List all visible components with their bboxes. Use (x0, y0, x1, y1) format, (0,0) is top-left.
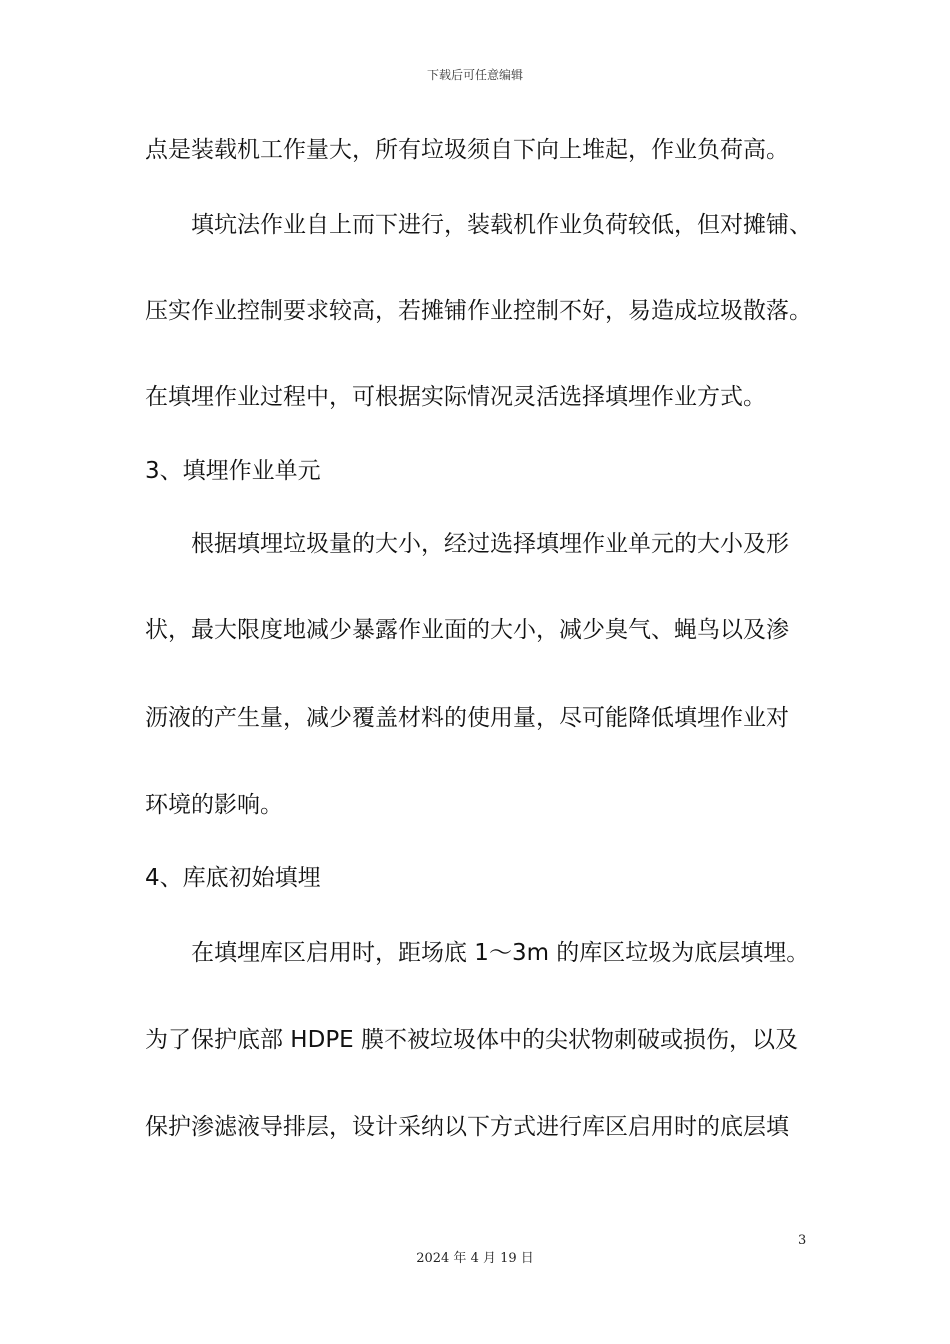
body-line: 为了保护底部 HDPE 膜不被垃圾体中的尖状物刺破或损伤，以及 (145, 1027, 799, 1053)
body-line: 点是装载机工作量大，所有垃圾须自下向上堆起，作业负荷高。 (145, 137, 789, 163)
section-heading: 3、填埋作业单元 (145, 458, 321, 484)
body-line: 压实作业控制要求较高，若摊铺作业控制不好，易造成垃圾散落。 (145, 298, 812, 324)
body-line: 保护渗滤液导排层，设计采纳以下方式进行库区启用时的底层填 (145, 1114, 789, 1140)
body-line: 状，最大限度地减少暴露作业面的大小，减少臭气、蝇鸟以及渗 (145, 617, 789, 643)
body-line: 根据填埋垃圾量的大小，经过选择填埋作业单元的大小及形 (145, 531, 789, 557)
body-line: 沥液的产生量，减少覆盖材料的使用量，尽可能降低填埋作业对 (145, 705, 789, 731)
body-line: 环境的影响。 (145, 792, 283, 818)
body-line: 填坑法作业自上而下进行，装载机作业负荷较低，但对摊铺、 (145, 212, 812, 238)
body-line: 在填埋库区启用时，距场底 1～3m 的库区垃圾为底层填埋。 (145, 940, 810, 966)
page-number: 3 (798, 1233, 807, 1248)
header-note: 下载后可任意编辑 (426, 68, 523, 82)
body-line: 在填埋作业过程中，可根据实际情况灵活选择填埋作业方式。 (145, 384, 766, 410)
section-heading: 4、库底初始填埋 (145, 865, 321, 891)
footer-date: 2024 年 4 月 19 日 (416, 1251, 534, 1266)
